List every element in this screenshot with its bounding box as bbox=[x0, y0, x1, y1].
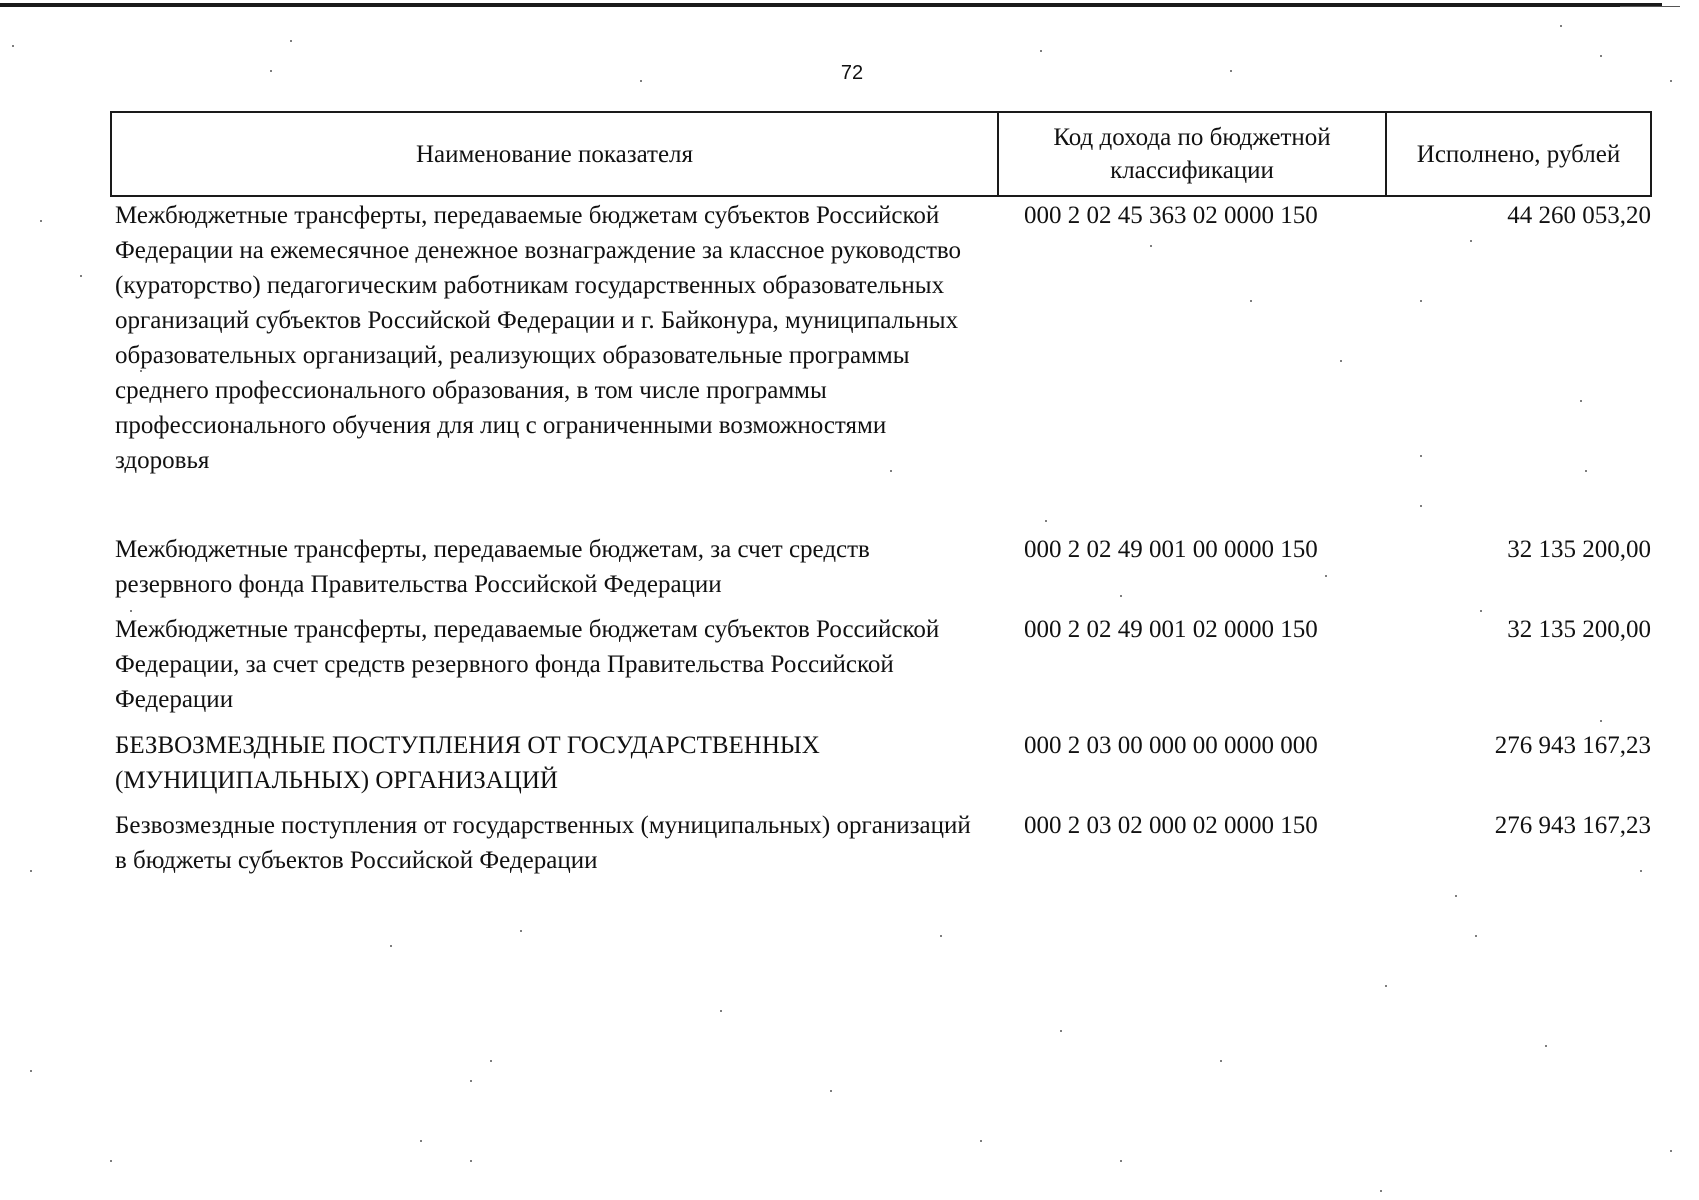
scan-speck bbox=[1580, 400, 1582, 402]
scan-speck bbox=[420, 1140, 422, 1142]
scan-speck bbox=[1545, 1045, 1547, 1047]
header-name: Наименование показателя bbox=[111, 112, 998, 196]
scan-speck bbox=[640, 80, 642, 82]
row-amount: 276 943 167,23 bbox=[1494, 732, 1651, 759]
scan-speck bbox=[1150, 245, 1152, 247]
scan-speck bbox=[980, 1140, 982, 1142]
scan-speck bbox=[40, 220, 42, 222]
scan-speck bbox=[1220, 1060, 1222, 1062]
scan-speck bbox=[1250, 300, 1252, 302]
scan-speck bbox=[490, 1060, 492, 1062]
table-row bbox=[111, 532, 1651, 612]
scan-speck bbox=[720, 1010, 722, 1012]
top-border-rule-end bbox=[1620, 6, 1680, 7]
row-code: 000 2 02 45 363 02 0000 150 bbox=[1024, 202, 1318, 229]
scan-speck bbox=[1640, 870, 1642, 872]
scan-speck bbox=[470, 1080, 472, 1082]
scan-speck bbox=[890, 470, 892, 472]
row-amount: 32 135 200,00 bbox=[1507, 616, 1651, 643]
row-code: 000 2 02 49 001 02 0000 150 bbox=[1024, 616, 1318, 643]
row-code: 000 2 03 02 000 02 0000 150 bbox=[1024, 812, 1318, 839]
scan-speck bbox=[1420, 505, 1422, 507]
table-body bbox=[111, 196, 1651, 878]
scan-speck bbox=[30, 1070, 32, 1072]
scan-speck bbox=[1040, 50, 1042, 52]
page-number: 72 bbox=[840, 62, 864, 84]
scan-speck bbox=[1120, 595, 1122, 597]
scan-speck bbox=[1060, 1030, 1062, 1032]
scan-speck bbox=[12, 45, 14, 47]
row-amount: 44 260 053,20 bbox=[1507, 202, 1651, 229]
row-code: 000 2 03 00 000 00 0000 000 bbox=[1024, 732, 1318, 759]
header-row bbox=[111, 112, 1651, 196]
scan-speck bbox=[1600, 55, 1602, 57]
revenue-table bbox=[110, 111, 1652, 878]
table-row bbox=[111, 728, 1651, 808]
scan-speck bbox=[80, 275, 82, 277]
header-code: Код дохода по бюджетной классификации bbox=[998, 112, 1386, 196]
scan-speck bbox=[140, 370, 142, 372]
row-amount: 32 135 200,00 bbox=[1507, 536, 1651, 563]
table-row bbox=[111, 808, 1651, 878]
scan-speck bbox=[1480, 610, 1482, 612]
scan-speck bbox=[390, 945, 392, 947]
scan-speck bbox=[470, 1160, 472, 1162]
scan-speck bbox=[1120, 1160, 1122, 1162]
row-name: Межбюджетные трансферты, передаваемые бюджетам субъектов Российской Федерации, за счет средств резервного фонда Правительства Российской Федерации bbox=[115, 616, 940, 713]
row-amount: 276 943 167,23 bbox=[1494, 812, 1651, 839]
table-row bbox=[111, 612, 1651, 728]
scan-speck bbox=[1340, 360, 1342, 362]
scan-speck bbox=[1670, 1150, 1672, 1152]
table-header bbox=[111, 112, 1651, 196]
top-border-rule bbox=[0, 3, 1662, 7]
row-code: 000 2 02 49 001 00 0000 150 bbox=[1024, 536, 1318, 563]
scan-speck bbox=[270, 70, 272, 72]
scan-speck bbox=[110, 1160, 112, 1162]
scan-speck bbox=[1455, 895, 1457, 897]
scan-speck bbox=[130, 610, 132, 612]
scan-speck bbox=[1670, 80, 1672, 82]
scan-speck bbox=[1585, 470, 1587, 472]
scan-speck bbox=[1380, 1190, 1382, 1192]
scan-speck bbox=[830, 1090, 832, 1092]
header-amount: Исполнено, рублей bbox=[1386, 112, 1651, 196]
scan-speck bbox=[1475, 935, 1477, 937]
scan-speck bbox=[940, 935, 942, 937]
scan-speck bbox=[1600, 720, 1602, 722]
scan-speck bbox=[1470, 240, 1472, 242]
scan-speck bbox=[1230, 70, 1232, 72]
table-row bbox=[111, 196, 1651, 532]
scan-speck bbox=[1420, 455, 1422, 457]
row-name: Межбюджетные трансферты, передаваемые бюджетам, за счет средств резервного фонда Правительства Российской Федерации bbox=[115, 536, 870, 598]
scan-speck bbox=[1560, 25, 1562, 27]
row-name: БЕЗВОЗМЕЗДНЫЕ ПОСТУПЛЕНИЯ ОТ ГОСУДАРСТВЕННЫХ (МУНИЦИПАЛЬНЫХ) ОРГАНИЗАЦИЙ bbox=[115, 732, 820, 794]
scan-speck bbox=[1325, 575, 1327, 577]
scan-speck bbox=[1420, 300, 1422, 302]
row-name: Безвозмездные поступления от государственных (муниципальных) организаций в бюджеты субъектов Российской Федерации bbox=[115, 812, 971, 874]
scan-speck bbox=[1045, 520, 1047, 522]
scan-speck bbox=[30, 870, 32, 872]
row-name: Межбюджетные трансферты, передаваемые бюджетам субъектов Российской Федерации на ежемесячное денежное вознаграждение за классное руководство (кураторство) педагогическим работникам государственных образовательных организаций субъектов Российской Федерации и г. Байконура, муниципальных образовательных организаций, реализующих образовательные программы среднего профессионального образования, в том числе программы профессионального обучения для лиц с ограниченными возможностями здоровья bbox=[115, 202, 962, 474]
scan-speck bbox=[520, 930, 522, 932]
scan-speck bbox=[1385, 985, 1387, 987]
scan-speck bbox=[290, 40, 292, 42]
